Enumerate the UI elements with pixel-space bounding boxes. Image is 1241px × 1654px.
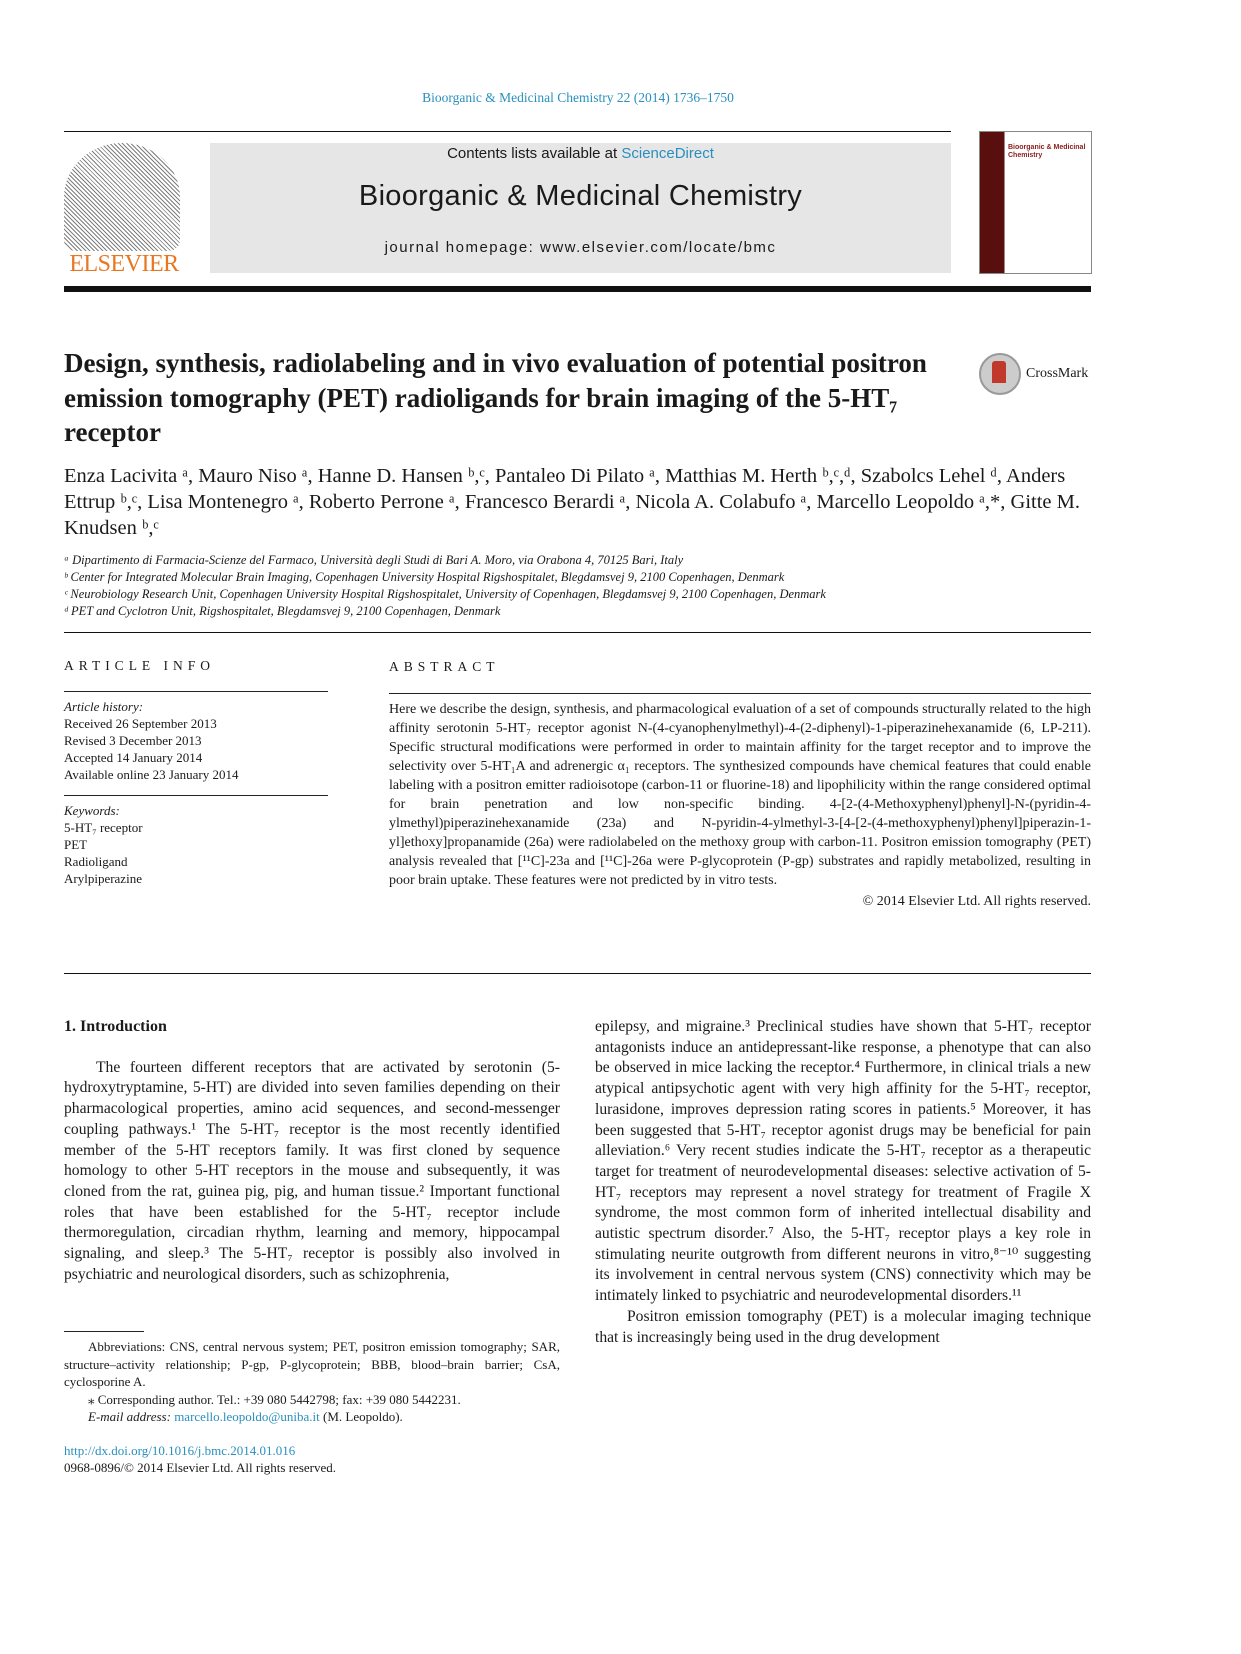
section-heading: 1. Introduction bbox=[64, 1018, 167, 1035]
email-suffix: (M. Leopoldo). bbox=[319, 1409, 403, 1424]
issn-line: 0968-0896/© 2014 Elsevier Ltd. All rights reserved. bbox=[64, 1460, 336, 1475]
keyword: PET bbox=[64, 837, 88, 852]
sciencedirect-link[interactable]: ScienceDirect bbox=[621, 145, 714, 162]
body-paragraph: epilepsy, and migraine.³ Preclinical studies have shown that 5-HT₇ receptor antagonists induce an antidepressant-like response, a phenotype that can also be observed in mice lacking the receptor.⁴ Furthermore, in clinical trials a new atypical antipsychotic agent with very high affinity for the 5-HT₇ receptor, lurasidone, improves depression rating scores in patients.⁵ Moreover, it has been suggested that 5-HT₇ receptor agonist drugs may be beneficial for pain alleviation.⁶ Very recent studies indicate the 5-HT₇ receptor as a therapeutic target for treatment of neurodevelopmental diseases: selective activation of 5-HT₇ receptors may represent a novel strategy for treatment of Fragile X syndrome, the most common form of inherited intellectual disability and autistic spectrum disorder.⁷ Also, the 5-HT₇ receptor plays a key role in stimulating neurite outgrowth from different neurons in vitro,⁸⁻¹⁰ suggesting its involvement in central nervous system (CNS) connectivity which may be intimately linked to psychiatric and neurodevelopmental disorders.¹¹ bbox=[595, 1018, 1091, 1305]
journal-banner bbox=[210, 143, 951, 273]
body-right-column bbox=[595, 1017, 1091, 1348]
divider bbox=[64, 632, 1091, 633]
footnote-divider bbox=[64, 1331, 144, 1332]
cover-title: Bioorganic & Medicinal Chemistry bbox=[1008, 144, 1086, 159]
affiliation: ᵃ Dipartimento di Farmacia-Scienze del Farmaco, Università degli Studi di Bari A. Moro, via Orabona 4, 70125 Bari, Italy bbox=[64, 553, 684, 567]
history-item: Revised 3 December 2013 bbox=[64, 733, 202, 748]
journal-citation-link[interactable]: Bioorganic & Medicinal Chemistry 22 (2014) 1736–1750 bbox=[422, 90, 734, 105]
email-link[interactable]: marcello.leopoldo@uniba.it bbox=[174, 1409, 320, 1424]
footnotes bbox=[64, 1331, 560, 1426]
copyright: © 2014 Elsevier Ltd. All rights reserved. bbox=[862, 894, 1091, 909]
history-item: Available online 23 January 2014 bbox=[64, 767, 239, 782]
journal-cover-thumbnail[interactable] bbox=[979, 131, 1092, 274]
divider bbox=[64, 131, 951, 132]
article-info bbox=[64, 657, 328, 887]
history-item: Received 26 September 2013 bbox=[64, 716, 217, 731]
abstract-heading: ABSTRACT bbox=[389, 659, 500, 674]
keyword: Radioligand bbox=[64, 854, 128, 869]
crossmark-icon bbox=[979, 353, 1021, 395]
author-list: Enza Lacivita ᵃ, Mauro Niso ᵃ, Hanne D. Hansen ᵇ,ᶜ, Pantaleo Di Pilato ᵃ, Matthias M. Herth ᵇ,ᶜ,ᵈ, Szabolcs Lehel ᵈ, Anders Ettrup ᵇ,ᶜ, Lisa Montenegro ᵃ, Roberto Perrone ᵃ, Francesco Berardi ᵃ, Nicola A. Colabufo ᵃ, Marcello Leopoldo ᵃ,*, Gitte M. Knudsen ᵇ,ᶜ bbox=[64, 465, 1080, 539]
article-info-heading: ARTICLE INFO bbox=[64, 658, 216, 673]
divider bbox=[64, 691, 328, 692]
affiliations bbox=[64, 552, 1094, 620]
thick-divider bbox=[64, 286, 1091, 292]
affiliation: ᵇ Center for Integrated Molecular Brain Imaging, Copenhagen University Hospital Rigshospitalet, Blegdamsvej 9, 2100 Copenhagen, Denmark bbox=[64, 570, 785, 584]
publisher-name: ELSEVIER bbox=[69, 251, 179, 277]
abstract bbox=[389, 657, 1091, 911]
crossmark-label: CrossMark bbox=[1026, 366, 1089, 381]
body-paragraph: Positron emission tomography (PET) is a molecular imaging technique that is increasingly being used in the drug development bbox=[595, 1307, 1091, 1346]
body-paragraph: The fourteen different receptors that are activated by serotonin (5-hydroxytryptamine, 5-HT) are divided into seven families depending on their pharmacological properties, amino acid sequences, and second-messenger coupling pathways.¹ The 5-HT₇ receptor is the most recently identified member of the 5-HT receptors family. It was first cloned by sequence homology to other 5-HT receptors in the mouse and subsequently, it was cloned from the rat, guinea pig, pig, and human tissue.² Important functional roles that have been established for the 5-HT₇ receptor include thermoregulation, circadian rhythm, learning and memory, hippocampal signaling, and sleep.³ The 5-HT₇ receptor is possibly also involved in psychiatric and neurological disorders, such as schizophrenia, bbox=[64, 1058, 560, 1283]
elsevier-tree-icon bbox=[64, 143, 180, 251]
corresponding-author: ⁎ Corresponding author. Tel.: +39 080 5442798; fax: +39 080 5442231. bbox=[88, 1391, 461, 1407]
contents-line bbox=[210, 145, 951, 162]
crossmark-button[interactable] bbox=[979, 353, 1088, 395]
divider bbox=[64, 973, 1091, 974]
contents-prefix: Contents lists available at bbox=[447, 145, 622, 162]
abstract-text: Here we describe the design, synthesis, and pharmacological evaluation of a set of compounds structurally related to the high affinity serotonin 5-HT₇ receptor agonist N-(4-cyanophenylmethyl)-4-(2-diphenyl)-1-piperazinehexanamide (6, LP-211). Specific structural modifications were performed in order to maintain affinity for the target receptor and to improve the selectivity over 5-HT₁A and adrenergic α₁ receptors. The synthesized compounds have chemical features that could enable labeling with a positron emitter radioisotope (carbon-11 or fluorine-18) and lipophilicity within the range considered optimal for brain penetration and low non-specific binding. 4-[2-(4-Methoxyphenyl)phenyl]-N-(pyridin-4-ylmethyl)piperazinehexanamide (23a) and N-pyridin-4-ylmethyl-3-[4-[2-(4-methoxyphenyl)phenyl]piperazin-1-yl]ethoxy]propanamide (26a) were radiolabeled on the methoxy group with carbon-11. Positron emission tomography (PET) analysis revealed that [¹¹C]-23a and [¹¹C]-26a were P-glycoprotein (P-gp) substrates and rapidly metabolized, resulting in poor brain uptake. These features were not predicted by in vitro tests. bbox=[389, 702, 1091, 888]
doi-link[interactable]: http://dx.doi.org/10.1016/j.bmc.2014.01.016 bbox=[64, 1443, 296, 1458]
divider bbox=[64, 795, 328, 796]
email-label: E-mail address: bbox=[88, 1409, 175, 1424]
body-left-column bbox=[64, 1017, 560, 1285]
page-footer bbox=[64, 1442, 336, 1476]
history-label: Article history: bbox=[64, 699, 144, 714]
email-line bbox=[64, 1408, 560, 1426]
elsevier-logo[interactable] bbox=[64, 143, 184, 275]
keyword: Arylpiperazine bbox=[64, 871, 142, 886]
abbreviations-footnote: Abbreviations: CNS, central nervous system; PET, positron emission tomography; SAR, structure–activity relationship; P-gp, P-glycoprotein; BBB, blood–brain barrier; CsA, cyclosporine A. bbox=[64, 1339, 560, 1389]
keywords-label: Keywords: bbox=[64, 803, 120, 818]
affiliation: ᶜ Neurobiology Research Unit, Copenhagen University Hospital Rigshospitalet, University of Copenhagen, Blegdamsvej 9, 2100 Copenhagen, Denmark bbox=[64, 587, 826, 601]
journal-homepage[interactable]: journal homepage: www.elsevier.com/locate/bmc bbox=[384, 239, 777, 256]
affiliation: ᵈ PET and Cyclotron Unit, Rigshospitalet, Blegdamsvej 9, 2100 Copenhagen, Denmark bbox=[64, 604, 501, 618]
keyword: 5-HT₇ receptor bbox=[64, 820, 143, 835]
journal-title: Bioorganic & Medicinal Chemistry bbox=[358, 180, 803, 212]
article-title: Design, synthesis, radiolabeling and in vivo evaluation of potential positron emission tomography (PET) radioligands for brain imaging of the 5-HT₇ receptor bbox=[64, 348, 927, 447]
history-item: Accepted 14 January 2014 bbox=[64, 750, 203, 765]
divider bbox=[389, 693, 1091, 694]
